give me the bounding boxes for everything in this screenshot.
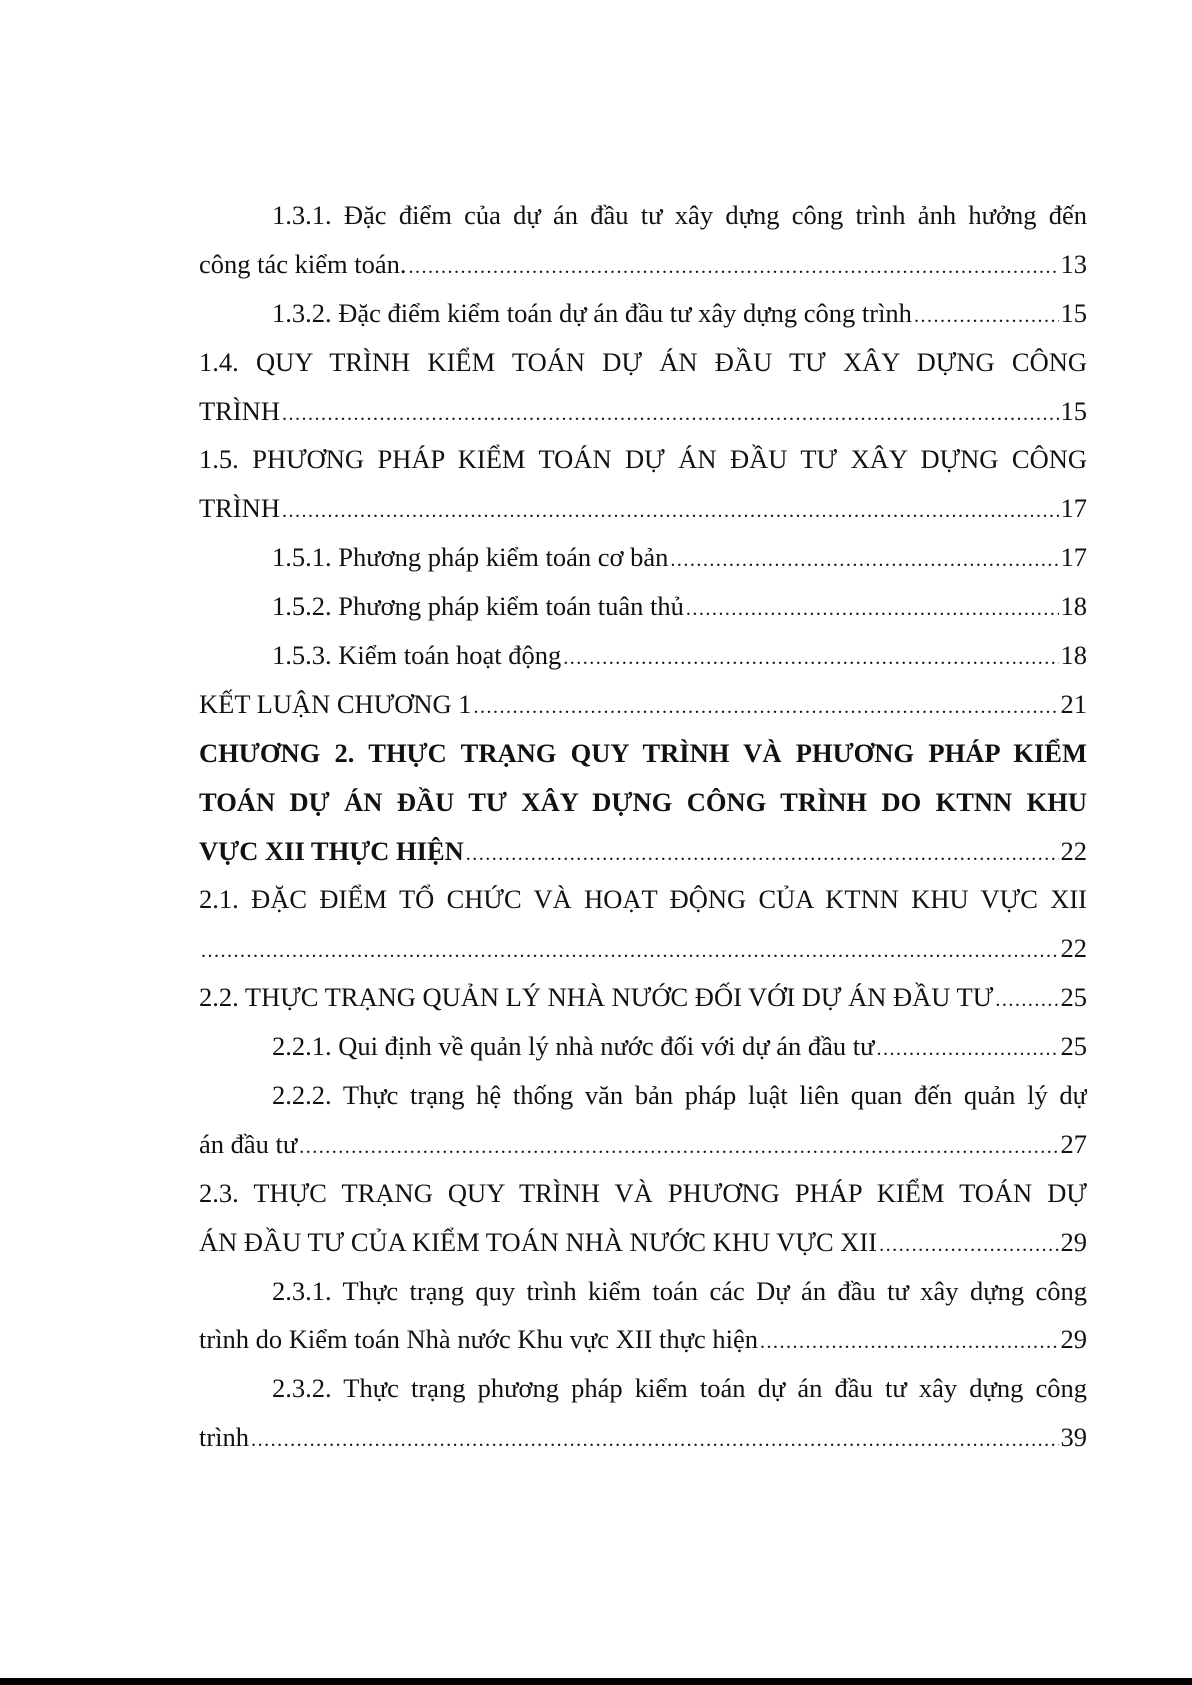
toc-entry-2-1-line1: 2.1. ĐẶC ĐIỂM TỔ CHỨC VÀ HOẠT ĐỘNG CỦA KTNN KHU VỰC XII [199, 884, 1087, 915]
toc-entry-2-2-2-line1: 2.2.2. Thực trạng hệ thống văn bản pháp luật liên quan đến quản lý dự [272, 1080, 1087, 1111]
toc-entry-2-2-1 [199, 1022, 1087, 1071]
dot-leader [914, 292, 1059, 338]
dot-leader [282, 390, 1059, 436]
toc-entry-2-3-1-line1: 2.3.1. Thực trạng quy trình kiểm toán các Dự án đầu tư xây dựng công [272, 1275, 1087, 1306]
toc-entry-chapter-2-line1: CHƯƠNG 2. THỰC TRẠNG QUY TRÌNH VÀ PHƯƠNG PHÁP KIỂM [199, 737, 1087, 768]
toc-entry-1-5-3 [199, 631, 1087, 680]
toc-entry-2-3-2-line1: 2.3.2. Thực trạng phương pháp kiểm toán dự án đầu tư xây dựng công [272, 1373, 1087, 1404]
page-bottom-border [0, 1678, 1192, 1685]
dot-leader [282, 487, 1059, 533]
toc-entry-text: trình do Kiểm toán Nhà nước Khu vực XII thực hiện [199, 1324, 758, 1355]
toc-entry-2-1-line2 [199, 924, 1087, 973]
dot-leader [251, 1416, 1058, 1462]
toc-entry-2-3-line2 [199, 1218, 1087, 1267]
toc-entry-2-3-1-line2 [199, 1315, 1087, 1364]
toc-page-number: 15 [1060, 395, 1087, 426]
dot-leader [474, 683, 1059, 729]
toc-entry-text: 1.5.2. Phương pháp kiểm toán tuân thủ [272, 591, 684, 622]
toc-entry-2-3-2-line2 [199, 1413, 1087, 1462]
toc-entry-text: TRÌNH [199, 493, 280, 524]
toc-entry-1-3-2 [199, 289, 1087, 338]
toc-entry-text: 1.5.3. Kiểm toán hoạt động [272, 640, 562, 671]
toc-entry-text: công tác kiểm toán. [199, 248, 407, 279]
toc-entry-text: KẾT LUẬN CHƯƠNG 1 [199, 688, 472, 719]
toc-page-number: 13 [1060, 248, 1087, 279]
dot-leader [299, 1123, 1058, 1169]
toc-page-number: 18 [1060, 591, 1087, 622]
toc-entry-1-3-1-line1: 1.3.1. Đặc điểm của dự án đầu tư xây dựng công trình ảnh hưởng đến [272, 200, 1087, 230]
toc-entry-1-4-line1: 1.4. QUY TRÌNH KIỂM TOÁN DỰ ÁN ĐẦU TƯ XÂY DỰNG CÔNG [199, 346, 1087, 377]
toc-page-number: 17 [1060, 542, 1087, 573]
toc-entry-chapter-2-line2: TOÁN DỰ ÁN ĐẦU TƯ XÂY DỰNG CÔNG TRÌNH DO KTNN KHU [199, 786, 1087, 817]
dot-leader [760, 1318, 1059, 1364]
dot-leader [879, 1221, 1058, 1267]
toc-page-number: 15 [1060, 297, 1087, 328]
dot-leader [995, 976, 1058, 1022]
dot-leader [670, 536, 1058, 582]
toc-entry-text: TRÌNH [199, 395, 280, 426]
toc-entry-1-5-1 [199, 533, 1087, 582]
toc-page-number: 29 [1060, 1226, 1087, 1257]
dot-leader [877, 1025, 1059, 1071]
toc-page-number: 25 [1060, 1031, 1087, 1062]
toc-entry-conclusion-chapter-1 [199, 680, 1087, 729]
toc-entry-1-5-2 [199, 582, 1087, 631]
toc-entry-1-5-line2 [199, 484, 1087, 533]
toc-entry-1-3-1-line2 [199, 240, 1087, 289]
toc-entry-2-2 [199, 973, 1087, 1022]
toc-entry-text: VỰC XII THỰC HIỆN [199, 835, 464, 866]
toc-page-number: 18 [1060, 640, 1087, 671]
toc-page-number: 17 [1060, 493, 1087, 524]
toc-entry-1-4-line2 [199, 387, 1087, 436]
toc-entry-text: ÁN ĐẦU TƯ CỦA KIỂM TOÁN NHÀ NƯỚC KHU VỰC XII [199, 1226, 878, 1257]
toc-entry-text: 1.5.1. Phương pháp kiểm toán cơ bản [272, 542, 669, 573]
dot-leader [686, 585, 1059, 631]
toc-page-number: 21 [1060, 688, 1087, 719]
dot-leader [466, 830, 1059, 876]
toc-entry-text: án đầu tư [199, 1128, 298, 1159]
toc-page-number: 39 [1060, 1422, 1087, 1453]
toc-entry-text: 1.3.2. Đặc điểm kiểm toán dự án đầu tư xây dựng công trình [272, 297, 912, 328]
toc-page-number: 22 [1060, 835, 1087, 866]
toc-page-number: 29 [1060, 1324, 1087, 1355]
dot-leader [409, 243, 1059, 289]
toc-entry-text: 2.2. THỰC TRẠNG QUẢN LÝ NHÀ NƯỚC ĐỐI VỚI DỰ ÁN ĐẦU TƯ [199, 982, 994, 1013]
dot-leader [201, 927, 1059, 973]
toc-entry-text: trình [199, 1422, 250, 1453]
toc-entry-chapter-2-line3 [199, 827, 1087, 876]
toc-entry-2-2-2-line2 [199, 1120, 1087, 1169]
toc-entry-1-5-line1: 1.5. PHƯƠNG PHÁP KIỂM TOÁN DỰ ÁN ĐẦU TƯ XÂY DỰNG CÔNG [199, 444, 1087, 475]
toc-page-number: 22 [1060, 933, 1087, 964]
dot-leader [563, 634, 1058, 680]
table-of-contents [199, 191, 1087, 1462]
toc-entry-text: 2.2.1. Qui định về quản lý nhà nước đối với dự án đầu tư [272, 1031, 875, 1062]
toc-entry-2-3-line1: 2.3. THỰC TRẠNG QUY TRÌNH VÀ PHƯƠNG PHÁP KIỂM TOÁN DỰ [199, 1177, 1087, 1208]
toc-page-number: 25 [1060, 982, 1087, 1013]
toc-page-number: 27 [1060, 1128, 1087, 1159]
